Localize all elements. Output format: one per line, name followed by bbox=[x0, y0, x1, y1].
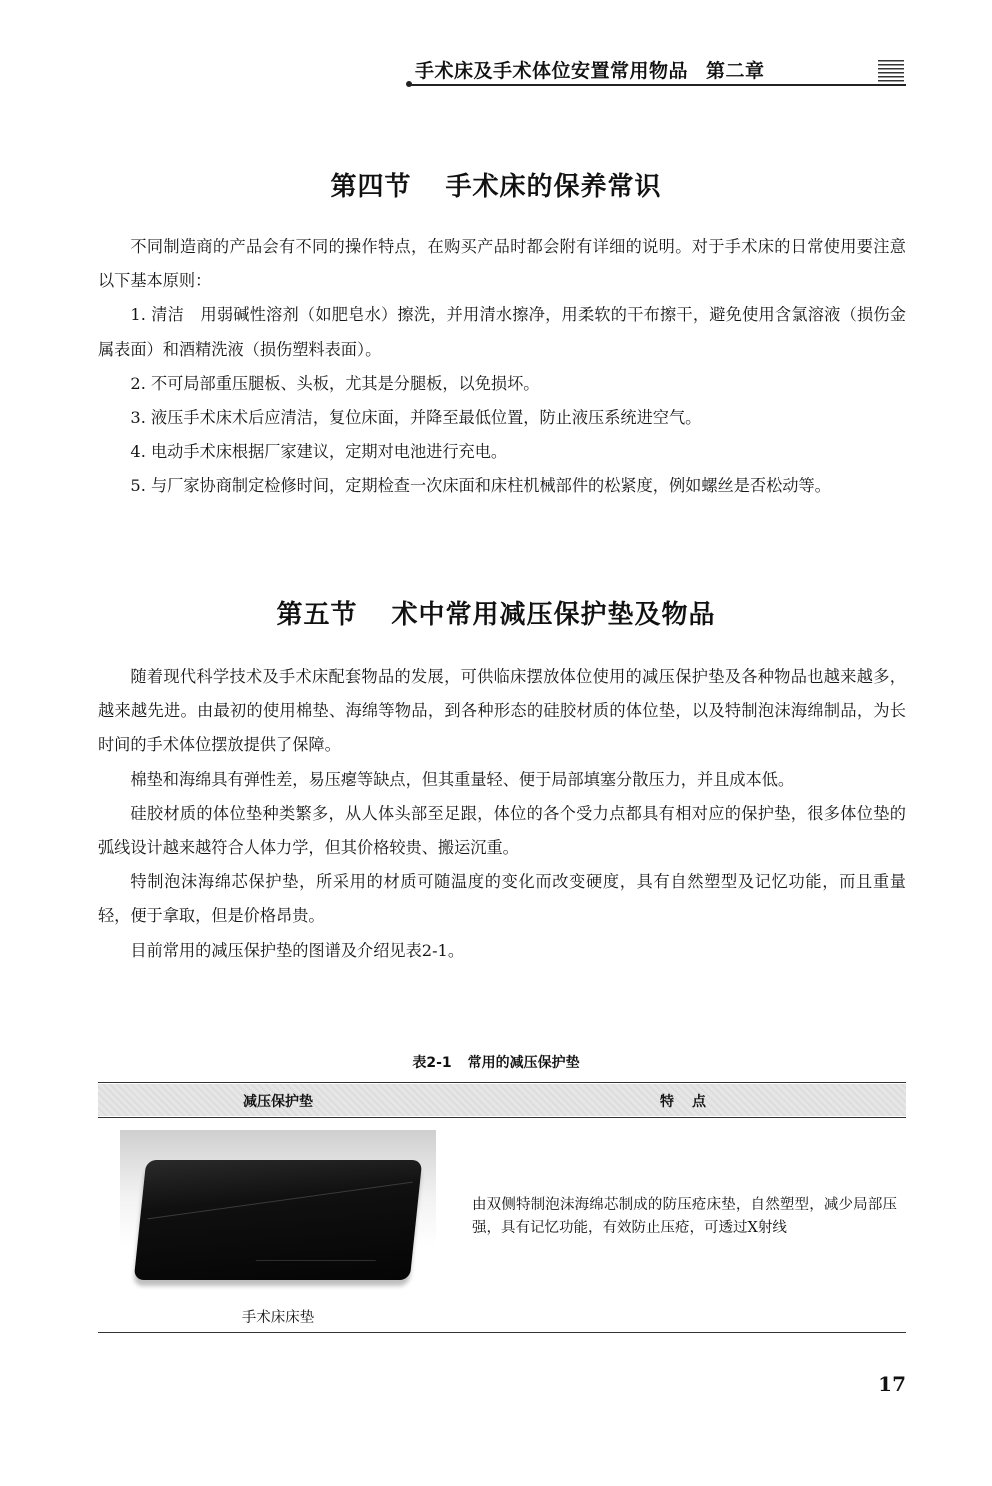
chapter-label: 第二章 bbox=[706, 60, 765, 82]
table-cell-item-name: 手术床床垫 bbox=[241, 1310, 315, 1326]
surgical-table-mattress-image bbox=[120, 1130, 436, 1296]
section-5-title: 术中常用减压保护垫及物品 bbox=[391, 600, 716, 630]
list-item: 3. 液压手术床术后应清洁，复位床面，并降至最低位置，防止液压系统进空气。 bbox=[130, 408, 702, 428]
stacked-lines-icon bbox=[878, 60, 904, 82]
table-header-pad: 减压保护垫 bbox=[243, 1094, 313, 1110]
paragraph: 棉垫和海绵具有弹性差，易压瘪等缺点，但其重量轻、便于局部填塞分散压力，并且成本低。 bbox=[130, 769, 795, 789]
paragraph: 特制泡沫海绵芯保护垫，所采用的材质可随温度的变化而改变硬度，具有自然塑型及记忆功能，而且重量轻，便于拿取，但是价格昂贵。 bbox=[98, 872, 906, 926]
paragraph: 目前常用的减压保护垫的图谱及介绍见表2-1。 bbox=[130, 940, 465, 960]
table-cell-feature: 由双侧特制泡沫海绵芯制成的防压疮床垫，自然塑型，减少局部压强，具有记忆功能，有效防止压疮，可透过X射线 bbox=[472, 1197, 897, 1236]
list-item: 2. 不可局部重压腿板、头板，尤其是分腿板，以免损坏。 bbox=[130, 373, 540, 393]
mattress-seam bbox=[256, 1260, 376, 1261]
section-5-number: 第五节 bbox=[276, 600, 358, 630]
table-header-feature: 特点 bbox=[660, 1094, 724, 1110]
table-top-rule bbox=[98, 1082, 906, 1083]
table-header-row bbox=[98, 1084, 906, 1116]
list-item: 1. 清洁 用弱碱性溶剂（如肥皂水）擦洗，并用清水擦净，用柔软的干布擦干，避免使用含氯溶液（损伤金属表面）和酒精洗液（损伤塑料表面）。 bbox=[98, 305, 906, 359]
section-5-heading bbox=[0, 594, 992, 631]
header-rule bbox=[410, 84, 906, 86]
table-number: 表2-1 bbox=[412, 1055, 452, 1071]
table-bottom-rule bbox=[98, 1332, 906, 1333]
table-header-rule bbox=[98, 1117, 906, 1118]
paragraph: 不同制造商的产品会有不同的操作特点，在购买产品时都会附有详细的说明。对于手术床的日常使用要注意以下基本原则： bbox=[98, 237, 906, 291]
section-4-body bbox=[98, 230, 906, 504]
mattress-shape bbox=[134, 1160, 423, 1280]
table-title: 常用的减压保护垫 bbox=[467, 1055, 580, 1071]
section-4-title: 手术床的保养常识 bbox=[445, 172, 662, 202]
section-4-heading bbox=[0, 166, 992, 203]
paragraph: 随着现代科学技术及手术床配套物品的发展，可供临床摆放体位使用的减压保护垫及各种物品也越来越多，越来越先进。由最初的使用棉垫、海绵等物品，到各种形态的硅胶材质的体位垫，以及特制泡沫海绵制品，为长时间的手术体位摆放提供了保障。 bbox=[98, 667, 906, 755]
table-caption bbox=[0, 1052, 992, 1072]
page-number: 17 bbox=[878, 1372, 906, 1396]
list-item: 4. 电动手术床根据厂家建议，定期对电池进行充电。 bbox=[130, 442, 508, 462]
running-header bbox=[415, 56, 835, 86]
section-5-body bbox=[98, 660, 906, 968]
mattress-seam bbox=[147, 1182, 412, 1220]
list-item: 5. 与厂家协商制定检修时间，定期检查一次床面和床柱机械部件的松紧度，例如螺丝是否松动等。 bbox=[130, 476, 831, 496]
paragraph: 硅胶材质的体位垫种类繁多，从人体头部至足跟，体位的各个受力点都具有相对应的保护垫，很多体位垫的弧线设计越来越符合人体力学，但其价格较贵、搬运沉重。 bbox=[98, 803, 906, 858]
section-4-number: 第四节 bbox=[330, 172, 412, 202]
running-title: 手术床及手术体位安置常用物品 bbox=[415, 60, 689, 82]
